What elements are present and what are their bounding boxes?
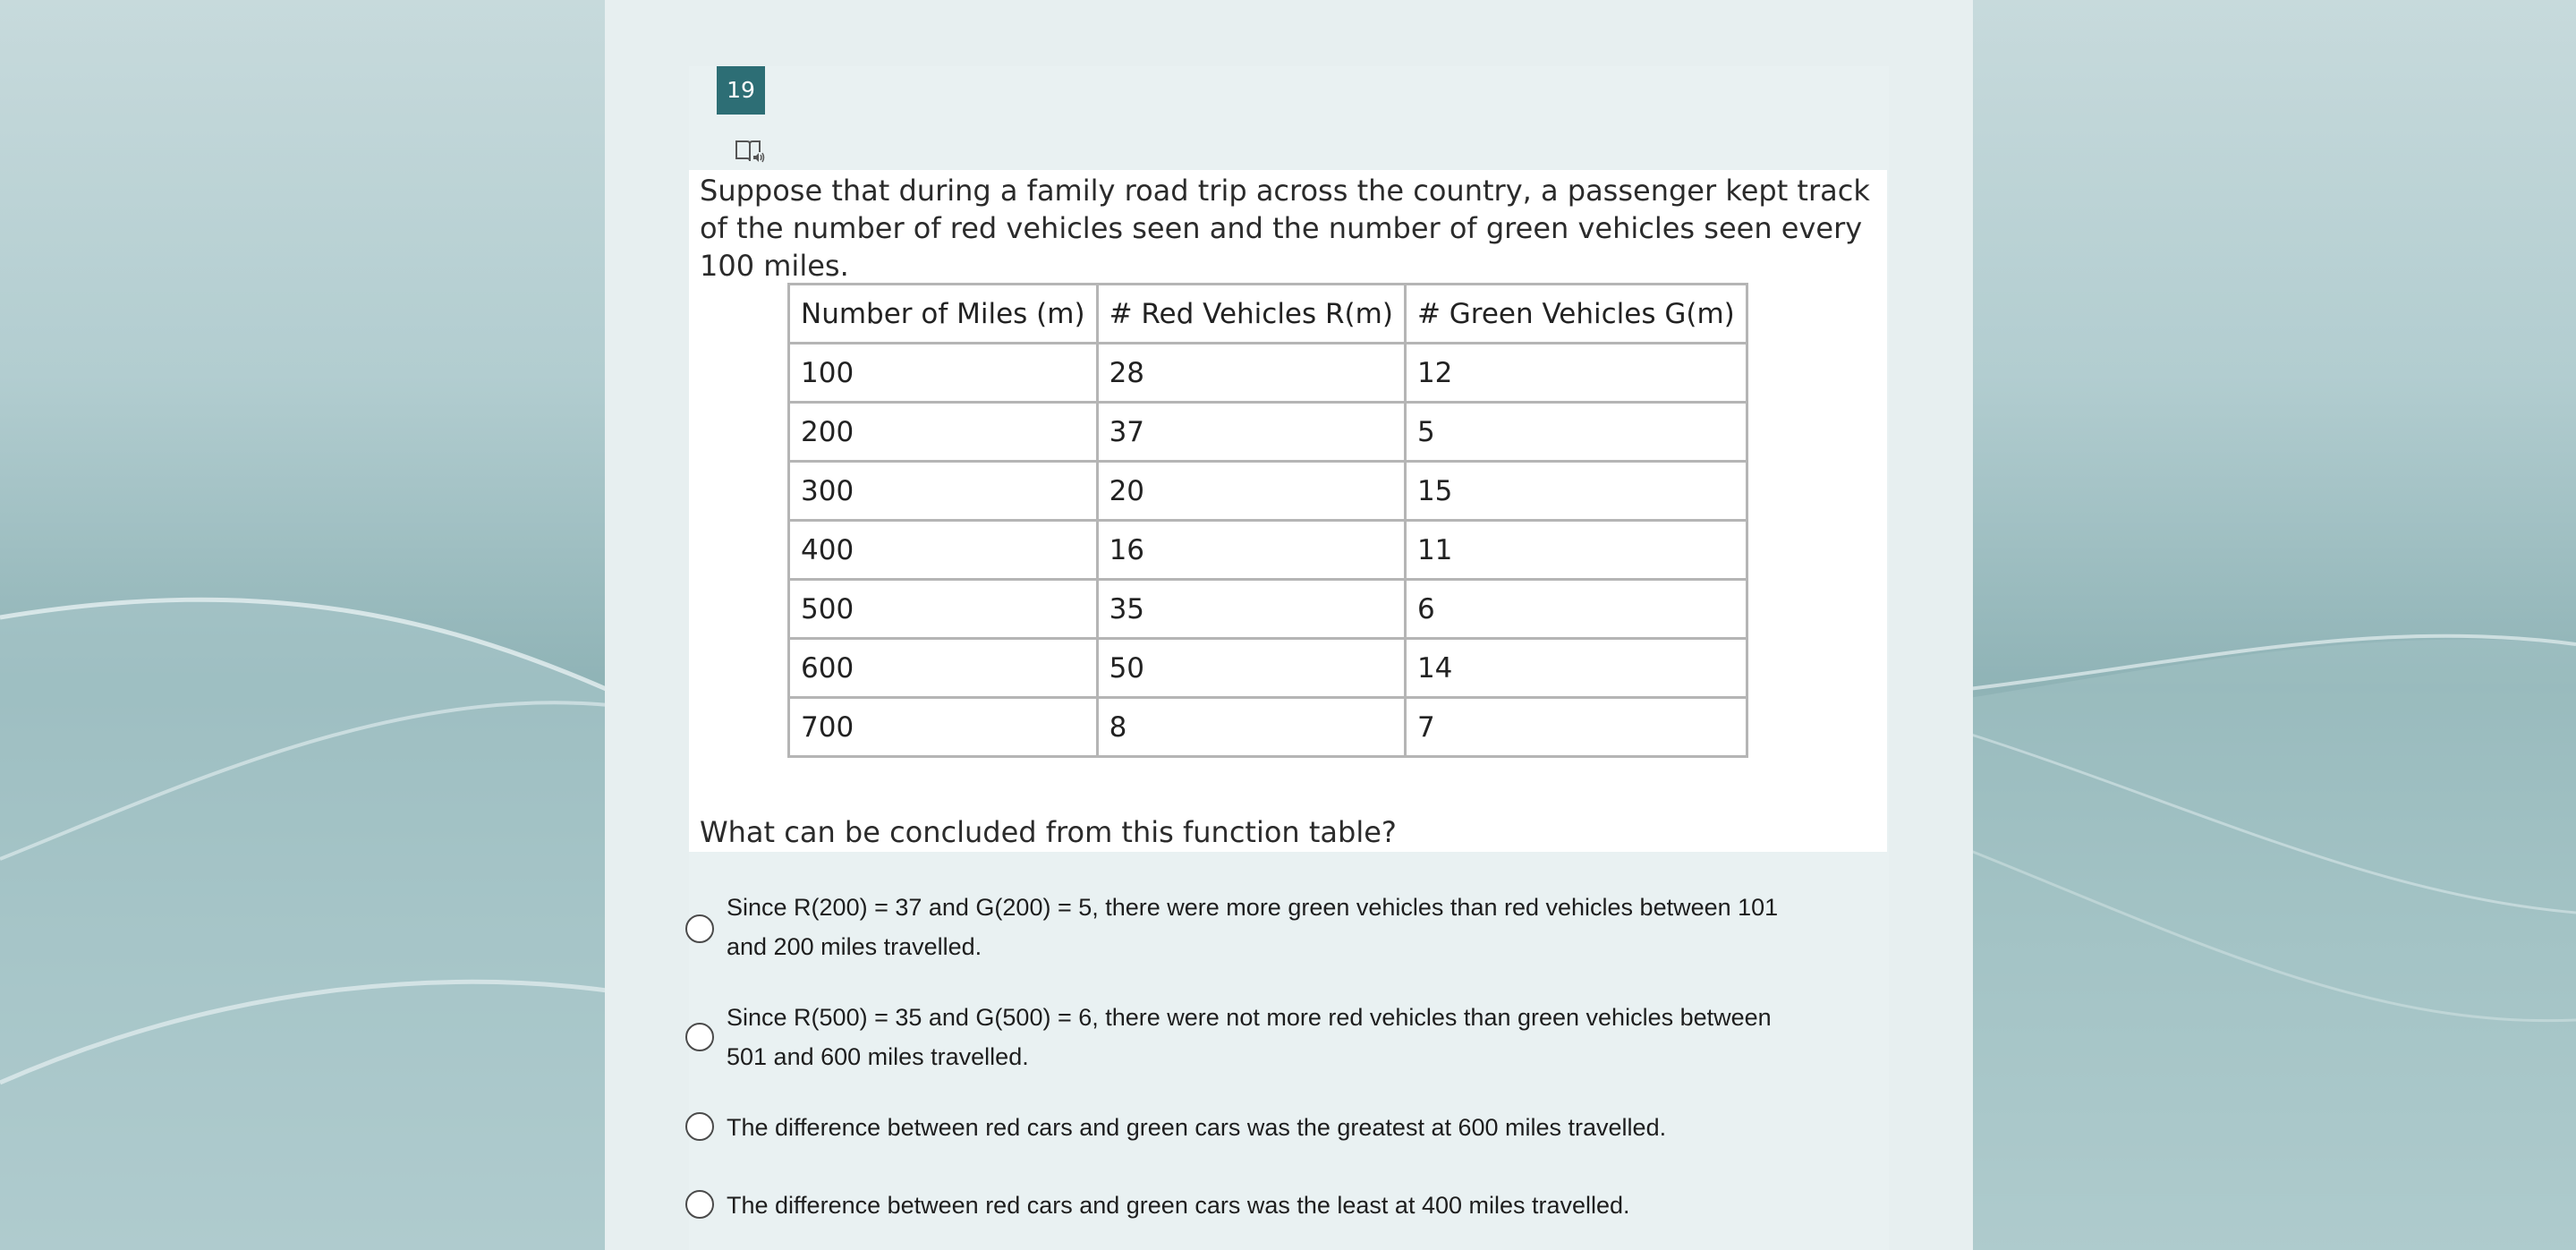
table-cell: 700	[789, 698, 1098, 757]
table-header-row	[789, 285, 1747, 344]
table-row	[789, 580, 1747, 639]
table-header-cell: Number of Miles (m)	[789, 285, 1098, 344]
table-cell: 7	[1405, 698, 1747, 757]
table-cell: 8	[1097, 698, 1405, 757]
table-header-cell: # Red Vehicles R(m)	[1097, 285, 1405, 344]
table-cell: 300	[789, 462, 1098, 521]
table-row	[789, 344, 1747, 403]
table-cell: 37	[1097, 403, 1405, 462]
table-cell: 50	[1097, 639, 1405, 698]
choice-text: The difference between red cars and green cars was the least at 400 miles travelled.	[727, 1192, 1630, 1219]
table-cell: 100	[789, 344, 1098, 403]
radio-button[interactable]	[685, 1023, 714, 1051]
question-prompt: What can be concluded from this function table?	[700, 815, 1397, 849]
table-row	[789, 698, 1747, 757]
table-cell: 35	[1097, 580, 1405, 639]
table-cell: 6	[1405, 580, 1747, 639]
table-header-cell: # Green Vehicles G(m)	[1405, 285, 1747, 344]
table-cell: 600	[789, 639, 1098, 698]
choice-text: The difference between red cars and green cars was the greatest at 600 miles travelled.	[727, 1114, 1667, 1141]
table-cell: 11	[1405, 521, 1747, 580]
table-row	[789, 462, 1747, 521]
text-to-speech-icon[interactable]	[735, 138, 765, 165]
table-cell: 20	[1097, 462, 1405, 521]
table-row	[789, 639, 1747, 698]
function-table	[787, 283, 1748, 758]
table-cell: 14	[1405, 639, 1747, 698]
table-row	[789, 521, 1747, 580]
radio-button[interactable]	[685, 1112, 714, 1141]
question-stimulus	[689, 170, 1887, 852]
content-panel	[605, 0, 1973, 1250]
question-number-badge: 19	[717, 66, 765, 115]
choice-text: Since R(500) = 35 and G(500) = 6, there were not more red vehicles than green vehicles between 501 and 600 miles travelled.	[727, 1004, 1772, 1070]
table-cell: 5	[1405, 403, 1747, 462]
radio-button[interactable]	[685, 914, 714, 943]
table-cell: 28	[1097, 344, 1405, 403]
table-cell: 200	[789, 403, 1098, 462]
table-cell: 15	[1405, 462, 1747, 521]
table-row	[789, 403, 1747, 462]
radio-button[interactable]	[685, 1190, 714, 1219]
choice-text: Since R(200) = 37 and G(200) = 5, there were more green vehicles than red vehicles between 101 and 200 miles travelled.	[727, 894, 1779, 960]
table-cell: 16	[1097, 521, 1405, 580]
table-cell: 12	[1405, 344, 1747, 403]
question-stem: Suppose that during a family road trip across the country, a passenger kept track of the number of red vehicles seen and the number of green vehicles seen every 100 miles.	[700, 174, 1870, 283]
table-cell: 500	[789, 580, 1098, 639]
table-cell: 400	[789, 521, 1098, 580]
